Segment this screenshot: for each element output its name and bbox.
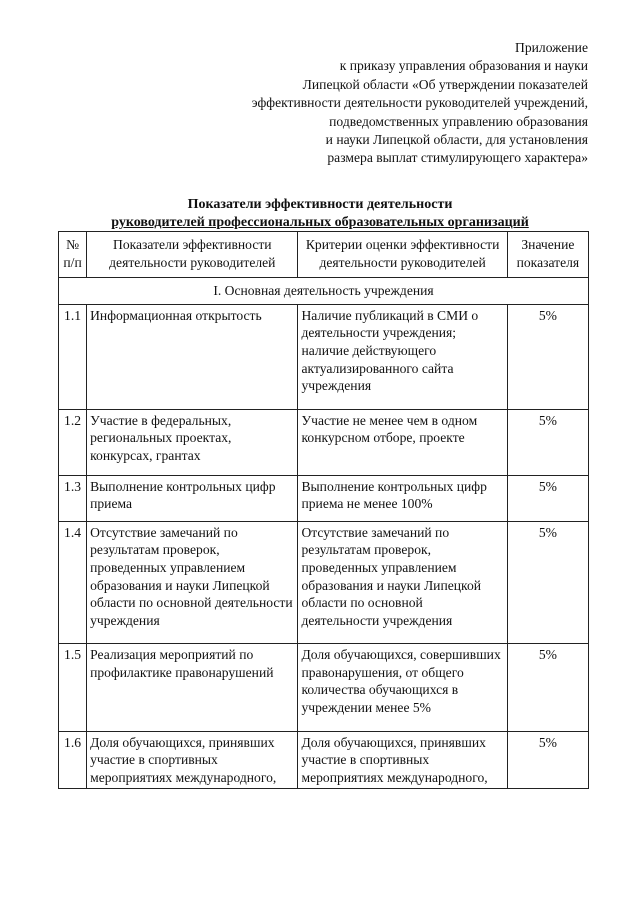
- header-indicator: Показатели эффективности деятельности руководителей: [87, 232, 298, 278]
- row-criteria: Доля обучающихся, принявших участие в спортивных мероприятиях международного,: [298, 731, 507, 789]
- section-row: [59, 278, 589, 305]
- table-header-row: [59, 232, 589, 278]
- section-title: I. Основная деятельность учреждения: [59, 278, 589, 305]
- row-indicator: Реализация мероприятий по профилактике правонарушений: [87, 644, 298, 731]
- indicators-table: [58, 231, 589, 789]
- title-line-2: руководителей профессиональных образовательных организаций: [111, 215, 529, 230]
- row-criteria: Отсутствие замечаний по результатам проверок, проведенных управлением образования и науки Липецкой области по основной деятельности учреждения: [298, 521, 507, 644]
- annex-line: эффективности деятельности руководителей учреждений,: [251, 95, 588, 111]
- row-value: 5%: [507, 304, 588, 409]
- row-value: 5%: [507, 409, 588, 475]
- row-criteria: Участие не менее чем в одном конкурсном отборе, проекте: [298, 409, 507, 475]
- table-row: [59, 475, 589, 521]
- row-value: 5%: [507, 475, 588, 521]
- row-criteria: Выполнение контрольных цифр приема не менее 100%: [298, 475, 507, 521]
- header-number: № п/п: [59, 232, 87, 278]
- row-indicator: Доля обучающихся, принявших участие в спортивных мероприятиях международного,: [87, 731, 298, 789]
- row-number: 1.3: [59, 475, 87, 521]
- annex-line: и науки Липецкой области, для установления: [325, 132, 588, 148]
- annex-line: Липецкой области «Об утверждении показателей: [302, 76, 588, 92]
- table-row: [59, 409, 589, 475]
- annex-line: Приложение: [515, 40, 588, 55]
- annex-line: подведомственных управлению образования: [329, 113, 588, 129]
- title-line-1: Показатели эффективности деятельности: [187, 197, 453, 212]
- row-number: 1.4: [59, 521, 87, 644]
- row-indicator: Выполнение контрольных цифр приема: [87, 475, 298, 521]
- row-number: 1.2: [59, 409, 87, 475]
- row-indicator: Участие в федеральных, региональных проектах, конкурсах, грантах: [87, 409, 298, 475]
- header-value: Значение показателя: [507, 232, 588, 278]
- row-number: 1.1: [59, 304, 87, 409]
- row-indicator: Информационная открытость: [87, 304, 298, 409]
- table-row: [59, 731, 589, 789]
- row-number: 1.6: [59, 731, 87, 789]
- row-value: 5%: [507, 644, 588, 731]
- annex-header: [252, 39, 588, 168]
- row-value: 5%: [507, 731, 588, 789]
- row-criteria: Наличие публикаций в СМИ о деятельности учреждения; наличие действующего актуализированного сайта учреждения: [298, 304, 507, 409]
- row-number: 1.5: [59, 644, 87, 731]
- row-indicator: Отсутствие замечаний по результатам проверок, проведенных управлением образования и науки Липецкой области по основной деятельности учреждения: [87, 521, 298, 644]
- document-title: [0, 196, 640, 232]
- header-criteria: Критерии оценки эффективности деятельности руководителей: [298, 232, 507, 278]
- row-value: 5%: [507, 521, 588, 644]
- annex-line: к приказу управления образования и науки: [339, 58, 588, 74]
- table-row: [59, 644, 589, 731]
- annex-line: размера выплат стимулирующего характера»: [327, 150, 588, 166]
- row-criteria: Доля обучающихся, совершивших правонарушения, от общего количества обучающихся в учреждении менее 5%: [298, 644, 507, 731]
- table-row: [59, 304, 589, 409]
- table-row: [59, 521, 589, 644]
